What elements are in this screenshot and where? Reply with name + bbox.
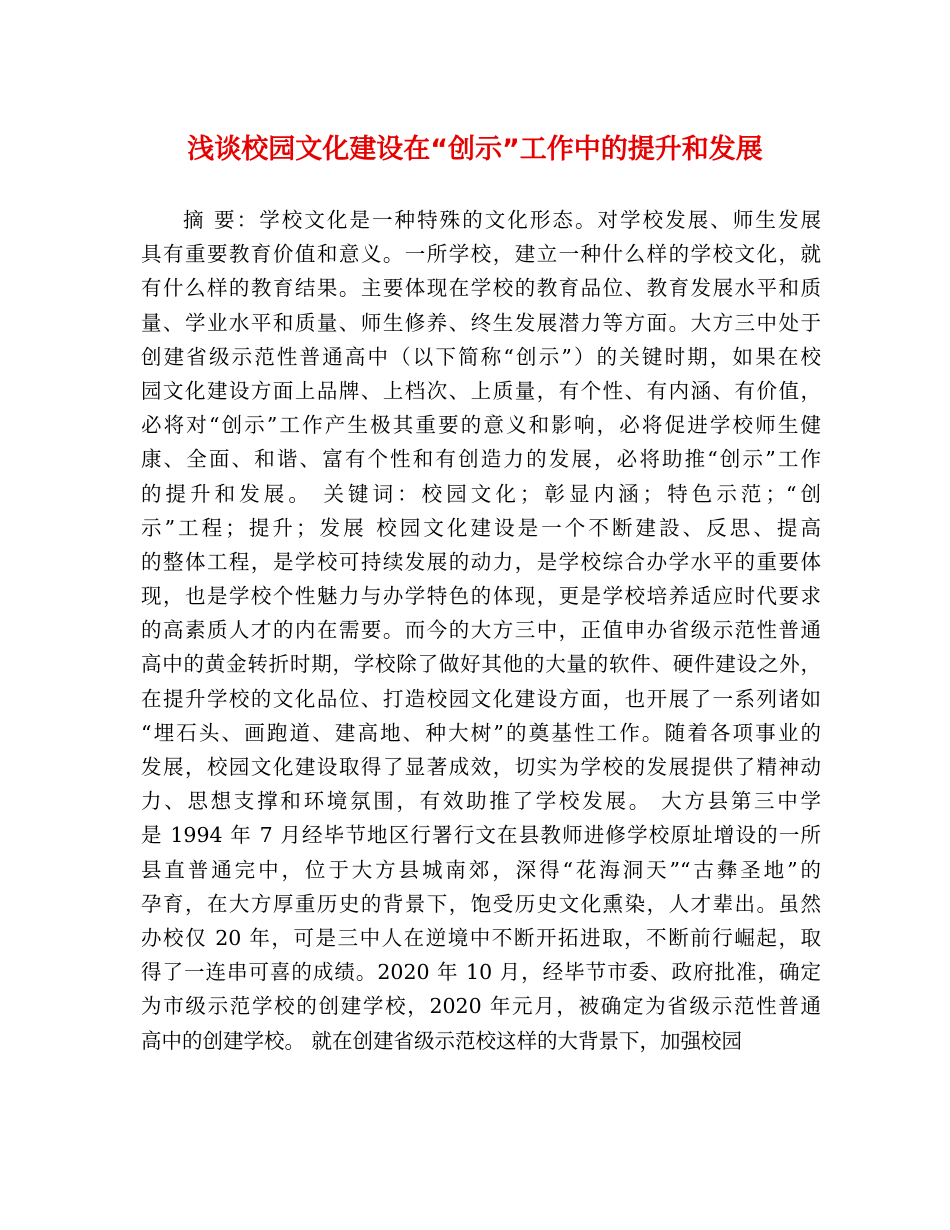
- body-line: 创建省级示范性普通高中（以下简称“创示”）的关键时期，如果在校: [141, 344, 821, 369]
- body-line: 的高素质人才的内在需要。而今的大方三中，正值申办省级示范性普通: [141, 618, 821, 643]
- body-line: 必将对“创示”工作产生极其重要的意义和影响，必将促进学校师生健: [141, 413, 821, 438]
- document-title: 浅谈校园文化建设在“创示”工作中的提升和发展: [187, 134, 763, 165]
- body-line: 办校仅 20 年，可是三中人在逆境中不断开拓进取，不断前行崛起，取: [141, 925, 821, 950]
- body-line: 的整体工程，是学校可持续发展的动力，是学校综合办学水平的重要体: [141, 549, 821, 574]
- body-line: 示”工程；提升；发展 校园文化建设是一个不断建設、反思、提高: [141, 515, 821, 540]
- body-line: 县直普通完中，位于大方县城南郊，深得“花海洞天”“古彝圣地”的: [141, 857, 821, 882]
- body-line: 在提升学校的文化品位、打造校园文化建设方面，也开展了一系列诸如: [141, 686, 821, 711]
- body-line: 量、学业水平和质量、师生修养、终生发展潜力等方面。大方三中处于: [141, 310, 821, 335]
- body-line: “埋石头、画跑道、建高地、种大树”的奠基性工作。随着各项事业的: [141, 720, 821, 745]
- body-line: 康、全面、和谐、富有个性和有创造力的发展，必将助推“创示”工作: [141, 447, 821, 472]
- document-body: [141, 203, 821, 1058]
- body-line: 现，也是学校个性魅力与办学特色的体现，更是学校培养适应时代要求: [141, 584, 821, 609]
- body-line: 是 1994 年 7 月经毕节地区行署行文在县教师进修学校原址增设的一所: [141, 823, 821, 848]
- body-line: 高中的创建学校。 就在创建省级示范校这样的大背景下，加强校园: [141, 1028, 743, 1053]
- body-line: 力、思想支撑和环境氛围，有效助推了学校发展。 大方县第三中学: [141, 789, 821, 814]
- body-line: 得了一连串可喜的成绩。2020 年 10 月，经毕节市委、政府批准，确定: [141, 960, 821, 985]
- body-line: 的提升和发展。 关键词：校园文化；彰显内涵；特色示范；“创: [141, 481, 821, 506]
- body-line: 高中的黄金转折时期，学校除了做好其他的大量的软件、硬件建设之外，: [141, 652, 821, 677]
- body-line: 为市级示范学校的创建学校，2020 年元月，被确定为省级示范性普通: [141, 994, 821, 1019]
- body-line: 有什么样的教育结果。主要体现在学校的教育品位、教育发展水平和质: [141, 276, 821, 301]
- body-line: 摘 要：学校文化是一种特殊的文化形态。对学校发展、师生发展: [183, 208, 821, 232]
- body-line: 园文化建设方面上品牌、上档次、上质量，有个性、有内涵、有价值，: [141, 378, 821, 403]
- body-line: 孕育，在大方厚重历史的背景下，饱受历史文化熏染，人才辈出。虽然: [141, 891, 821, 916]
- body-line: 具有重要教育价值和意义。一所学校，建立一种什么样的学校文化，就: [141, 242, 821, 267]
- body-line: 发展，校园文化建设取得了显著成效，切实为学校的发展提供了精神动: [141, 755, 821, 779]
